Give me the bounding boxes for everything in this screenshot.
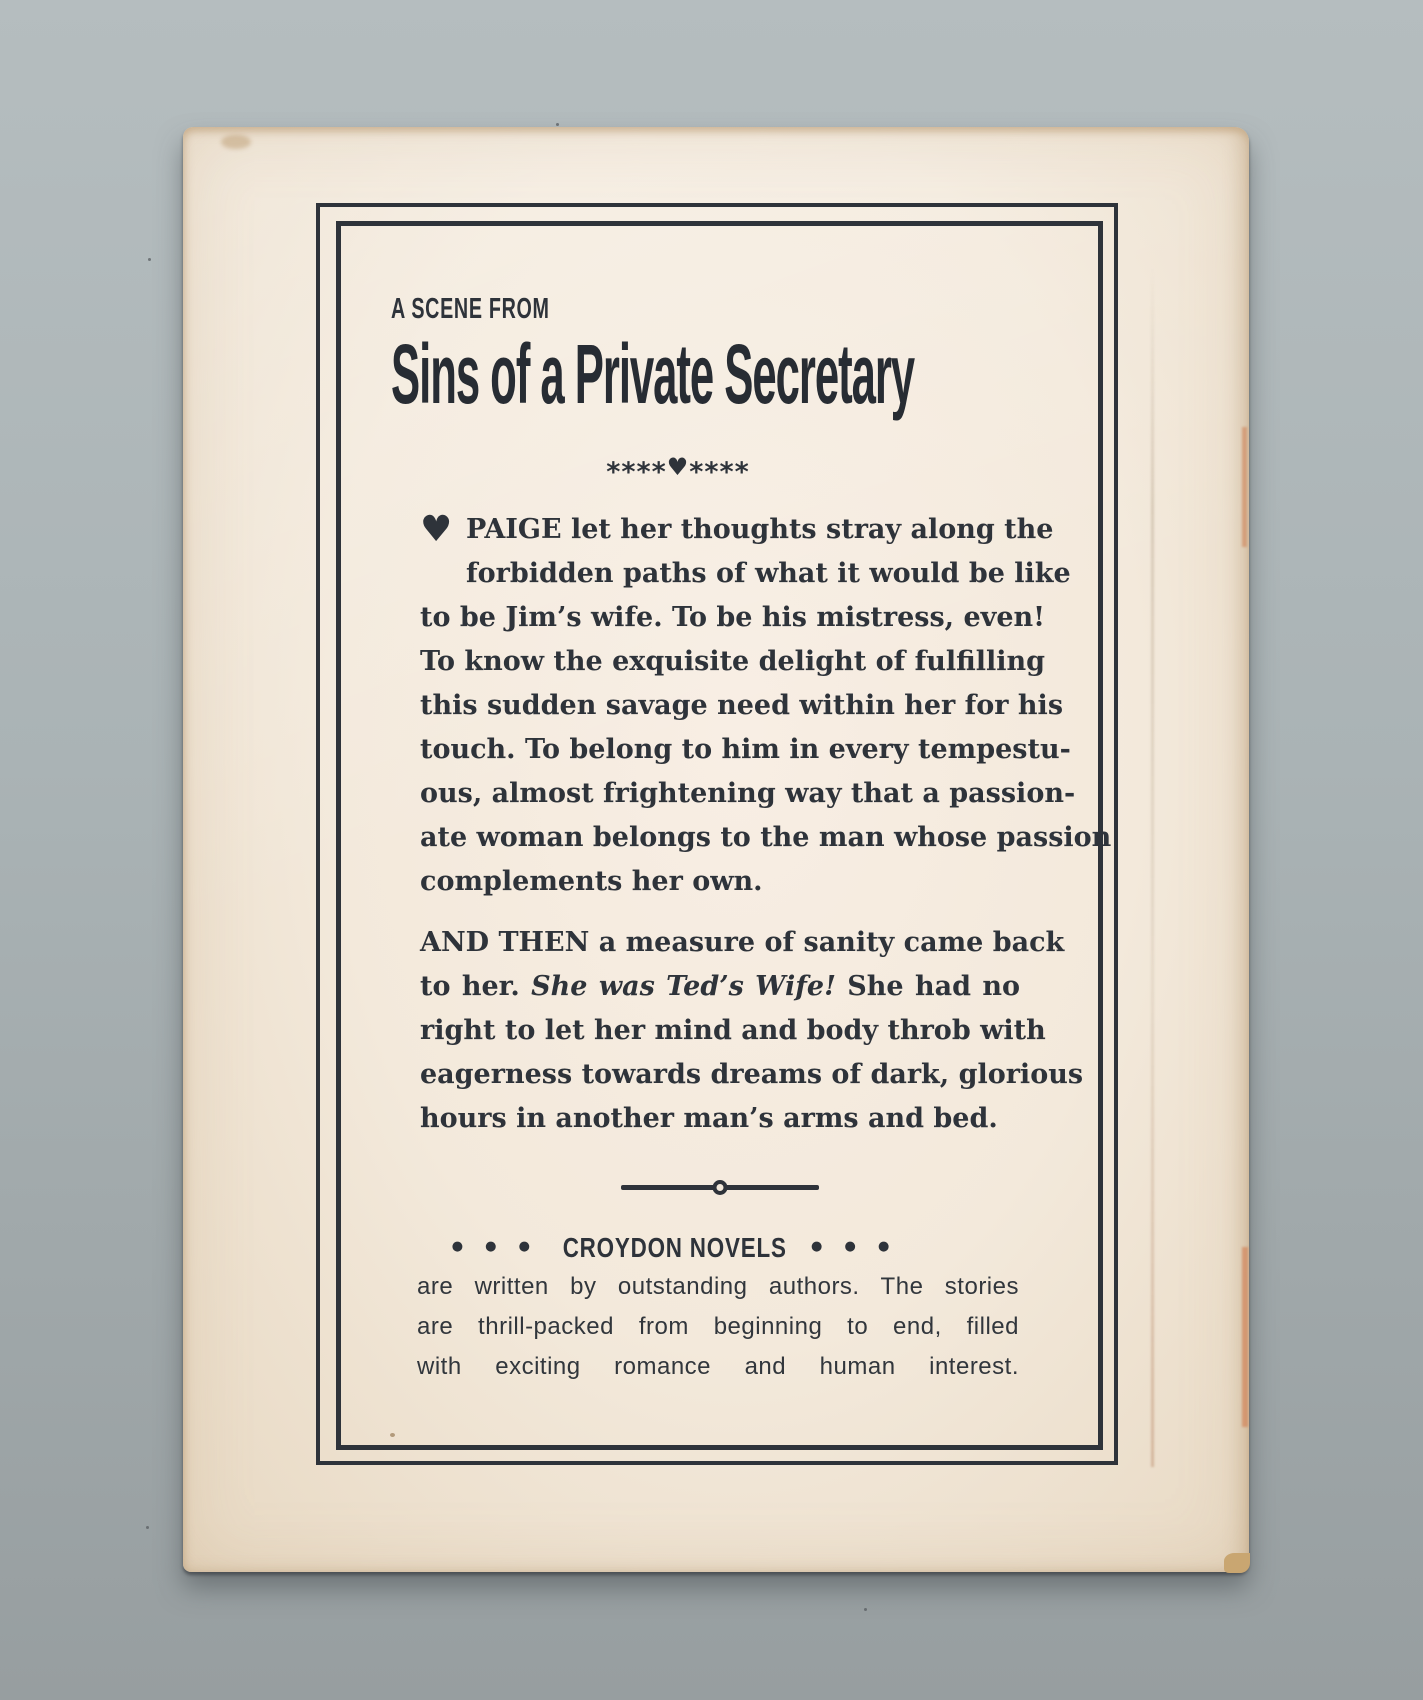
- dots-icon: ● ● ●: [811, 1238, 899, 1254]
- excerpt-line: touch. To belong to him in every tempestu-: [420, 734, 1071, 765]
- star-heart-ornament: [606, 452, 750, 488]
- paperback-back-cover: [183, 127, 1249, 1572]
- ornament-stars-right: ****: [689, 457, 750, 488]
- excerpt-text: to her.: [420, 971, 532, 1002]
- excerpt-line: [420, 508, 1054, 552]
- excerpt-paragraph-2: [420, 921, 1084, 1141]
- section-divider: [621, 1180, 819, 1195]
- page-edge-wear: [1242, 1247, 1248, 1427]
- excerpt-line: To know the exquisite delight of fulfilling: [420, 646, 1046, 677]
- italic-phrase: She was Ted’s Wife!: [531, 971, 836, 1002]
- heart-icon: ♥: [666, 453, 690, 481]
- excerpt-line: [420, 965, 1020, 1009]
- excerpt-line: ate woman belongs to the man whose passion: [420, 822, 1112, 853]
- excerpt-line: hours in another man’s arms and bed.: [420, 1103, 998, 1134]
- excerpt-line: AND THEN a measure of sanity came back: [420, 927, 1065, 958]
- publisher-blurb: [417, 1267, 1019, 1387]
- excerpt-line: ous, almost frightening way that a passion-: [420, 778, 1076, 809]
- excerpt-line: eagerness towards dreams of dark, glorious: [420, 1059, 1084, 1090]
- divider-ring-icon: [713, 1180, 728, 1195]
- corner-chip: [1224, 1553, 1250, 1573]
- excerpt-line: to be Jim’s wife. To be his mistress, even!: [420, 602, 1046, 633]
- dots-icon: ● ● ●: [451, 1238, 539, 1254]
- ornament-stars-left: ****: [606, 457, 667, 488]
- blurb-line: are written by outstanding authors. The stories: [417, 1273, 1019, 1300]
- publisher-name: CROYDON NOVELS: [562, 1232, 788, 1263]
- excerpt-line: this sudden savage need within her for his: [420, 690, 1064, 721]
- excerpt-text: She had no: [835, 971, 1020, 1002]
- book-title: Sins of a Private Secretary: [391, 327, 915, 421]
- dust-speck: [864, 1608, 867, 1611]
- excerpt-line: right to let her mind and body throb with: [420, 1015, 1046, 1046]
- blurb-line: with exciting romance and human interest.: [417, 1353, 1019, 1380]
- blurb-line: are thrill-packed from beginning to end, filled: [417, 1313, 1019, 1340]
- dust-speck: [148, 258, 151, 261]
- excerpt-line: forbidden paths of what it would be like: [466, 558, 1071, 589]
- dust-speck: [146, 1526, 149, 1529]
- heart-bullet-icon: ♥: [420, 509, 453, 550]
- paper-stain: [221, 135, 251, 149]
- publisher-heading: [452, 1232, 899, 1264]
- excerpt-line: complements her own.: [420, 866, 763, 897]
- page-edge-wear: [1242, 427, 1247, 547]
- cover-crease: [1151, 267, 1154, 1467]
- excerpt-paragraph-1: [420, 508, 1112, 904]
- excerpt-text: PAIGE let her thoughts stray along the: [466, 514, 1054, 545]
- dust-speck: [556, 123, 559, 126]
- kicker-text: A SCENE FROM: [391, 293, 550, 325]
